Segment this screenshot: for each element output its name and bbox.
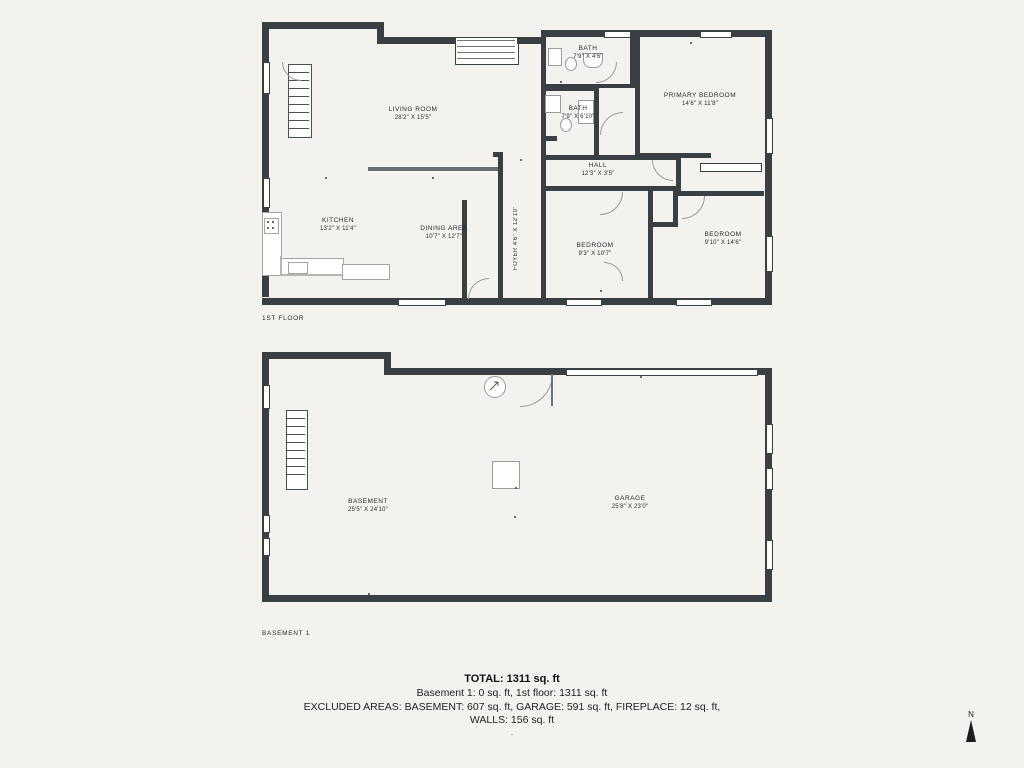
room-dims: 25'8" X 23'0" bbox=[611, 504, 649, 510]
measure-dot bbox=[600, 290, 602, 292]
measure-dot bbox=[432, 177, 434, 179]
summary-footnote: . bbox=[510, 727, 514, 737]
room-dims: 9'10" X 14'6" bbox=[704, 240, 742, 246]
lightning-icon bbox=[488, 380, 500, 392]
excluded-areas-line-1: EXCLUDED AREAS: BASEMENT: 607 sq. ft, GARAGE: 591 sq. ft, FIREPLACE: 12 sq. ft, bbox=[303, 701, 721, 713]
room-dims: 25'5" X 24'10" bbox=[347, 507, 389, 513]
kitchen-counter-edge2 bbox=[280, 256, 282, 276]
interior-wall-bath2-stub bbox=[541, 136, 557, 141]
basement-window-right-2 bbox=[766, 468, 773, 490]
compass bbox=[960, 710, 982, 742]
room-label-bath-1 bbox=[556, 44, 620, 62]
door-swing-foyer bbox=[468, 278, 489, 299]
door-swing-bed1-closet bbox=[604, 262, 623, 281]
beam-living-dining bbox=[368, 167, 498, 171]
window-left-1 bbox=[263, 62, 270, 94]
room-label-dining-area bbox=[394, 224, 494, 242]
room-name: DINING AREA bbox=[420, 225, 468, 232]
interior-wall-hall-right bbox=[676, 155, 681, 191]
area-breakdown: Basement 1: 0 sq. ft, 1st floor: 1311 sq. ft bbox=[416, 687, 608, 699]
room-dims: 7'9" X 6'10" bbox=[561, 114, 595, 120]
room-label-basement bbox=[316, 497, 420, 515]
stair-line-3 bbox=[457, 52, 515, 53]
closet-primary bbox=[700, 163, 762, 172]
door-swing-bath1 bbox=[596, 62, 617, 83]
measure-dot bbox=[640, 376, 642, 378]
room-label-foyer bbox=[512, 206, 520, 270]
room-dims: 9'3" X 10'7" bbox=[578, 251, 612, 257]
stair-tread bbox=[287, 450, 305, 451]
stair-tread bbox=[287, 474, 305, 475]
room-label-living-room bbox=[348, 105, 478, 123]
room-name: GARAGE bbox=[614, 495, 646, 502]
floor-caption-basement: BASEMENT 1 bbox=[262, 630, 311, 637]
measure-dot bbox=[325, 177, 327, 179]
interior-wall-hall-bottom bbox=[541, 186, 681, 191]
room-label-bedroom-1 bbox=[552, 241, 638, 259]
window-bottom-3 bbox=[676, 299, 712, 306]
window-bottom-1 bbox=[398, 299, 446, 306]
kitchen-sink bbox=[288, 262, 308, 274]
stair-tread bbox=[287, 466, 305, 467]
measure-dot bbox=[520, 159, 522, 161]
room-dims: 12'3" X 3'5" bbox=[581, 171, 615, 177]
exterior-wall-top-right bbox=[541, 30, 772, 37]
stair-tread bbox=[287, 434, 305, 435]
room-name: HALL bbox=[588, 162, 608, 169]
exterior-wall-top-left bbox=[262, 22, 384, 29]
basement-wall-bottom bbox=[262, 595, 772, 602]
interior-wall-closet-2 bbox=[673, 191, 678, 227]
window-right-2 bbox=[766, 236, 773, 272]
stair-tread bbox=[289, 128, 309, 129]
interior-wall-foyer-top bbox=[493, 152, 503, 157]
room-label-bedroom-2 bbox=[680, 230, 766, 248]
room-name: BATH bbox=[578, 45, 598, 52]
basement-wall-top-left bbox=[262, 352, 390, 359]
stair-opening bbox=[455, 37, 519, 65]
interior-wall-bath2-right bbox=[594, 86, 599, 160]
stair-tread bbox=[289, 104, 309, 105]
window-top-2 bbox=[700, 31, 732, 38]
burner-dot bbox=[267, 227, 269, 229]
room-dims: 13'2" X 11'4" bbox=[319, 226, 357, 232]
compass-label: N bbox=[968, 710, 974, 719]
window-left-2 bbox=[263, 178, 270, 208]
floor-caption-first: 1ST FLOOR bbox=[262, 315, 305, 322]
stair-tread bbox=[287, 426, 305, 427]
stair-tread bbox=[287, 442, 305, 443]
room-name: FOYER bbox=[513, 247, 519, 270]
room-name: KITCHEN bbox=[321, 217, 355, 224]
room-dims: 7'9" X 4'6" bbox=[573, 54, 603, 60]
room-name: PRIMARY BEDROOM bbox=[663, 92, 737, 99]
door-swing-basement-entry bbox=[520, 374, 553, 407]
burner-dot bbox=[272, 221, 274, 223]
measure-dot bbox=[560, 81, 562, 83]
basement-window-left-2 bbox=[263, 515, 270, 533]
interior-wall-bath-bottom bbox=[541, 84, 635, 88]
interior-wall-primary-bottom bbox=[635, 153, 711, 158]
burner-dot bbox=[267, 221, 269, 223]
door-swing-front bbox=[282, 62, 301, 81]
window-bottom-2 bbox=[566, 299, 602, 306]
kitchen-island bbox=[342, 264, 390, 280]
stair-tread bbox=[289, 88, 309, 89]
door-swing-primary bbox=[652, 160, 673, 181]
room-label-primary-bedroom bbox=[640, 91, 760, 109]
area-summary bbox=[0, 673, 1024, 737]
measure-dot bbox=[514, 516, 516, 518]
room-name: BASEMENT bbox=[348, 498, 388, 505]
room-dims: 14'6" X 11'8" bbox=[681, 101, 719, 107]
basement-window-left-1 bbox=[263, 385, 270, 409]
room-label-bath-2 bbox=[546, 104, 610, 122]
basement-window-right-3 bbox=[766, 540, 773, 570]
door-swing-bed2 bbox=[682, 196, 705, 219]
interior-wall-bed1-left bbox=[541, 186, 546, 298]
room-name: BEDROOM bbox=[704, 231, 742, 238]
window-right-1 bbox=[766, 118, 773, 154]
stair-line-1 bbox=[457, 40, 515, 41]
garage-door bbox=[566, 369, 758, 376]
stair-tread bbox=[287, 418, 305, 419]
room-name: LIVING ROOM bbox=[388, 106, 438, 113]
stair-line-2 bbox=[457, 46, 515, 47]
total-area: TOTAL: 1311 sq. ft bbox=[464, 673, 560, 685]
interior-wall-foyer-left bbox=[462, 200, 467, 298]
basement-window-left-3 bbox=[263, 538, 270, 556]
stair-line-4 bbox=[457, 58, 515, 59]
room-dims: 10'7" X 12'7" bbox=[425, 234, 463, 240]
room-name: BEDROOM bbox=[576, 242, 614, 249]
exterior-wall-top-mid bbox=[377, 37, 455, 44]
basement-window-right-1 bbox=[766, 424, 773, 454]
stair-tread bbox=[289, 112, 309, 113]
room-label-garage bbox=[578, 494, 682, 512]
interior-wall-bed1-right bbox=[648, 191, 653, 298]
room-name: BATH bbox=[568, 105, 588, 112]
measure-dot bbox=[368, 593, 370, 595]
measure-dot bbox=[690, 42, 692, 44]
room-dims: 28'2" X 15'5" bbox=[394, 115, 432, 121]
stair-tread bbox=[287, 458, 305, 459]
room-dims: 4'6" X 12'10" bbox=[513, 206, 519, 246]
stair-tread bbox=[289, 96, 309, 97]
door-leaf-basement-entry bbox=[551, 374, 553, 406]
exterior-wall-top-mid2 bbox=[517, 37, 541, 44]
burner-dot bbox=[272, 227, 274, 229]
interior-wall-foyer-right bbox=[498, 155, 503, 298]
excluded-areas-line-2: WALLS: 156 sq. ft bbox=[469, 714, 555, 726]
door-swing-bed1 bbox=[600, 192, 623, 215]
stair-tread bbox=[289, 120, 309, 121]
room-label-kitchen bbox=[288, 216, 388, 234]
kitchen-counter-edge bbox=[280, 274, 342, 276]
measure-dot bbox=[515, 487, 517, 489]
north-arrow-icon bbox=[966, 720, 976, 742]
support-post bbox=[492, 461, 520, 489]
room-label-hall bbox=[558, 161, 638, 179]
